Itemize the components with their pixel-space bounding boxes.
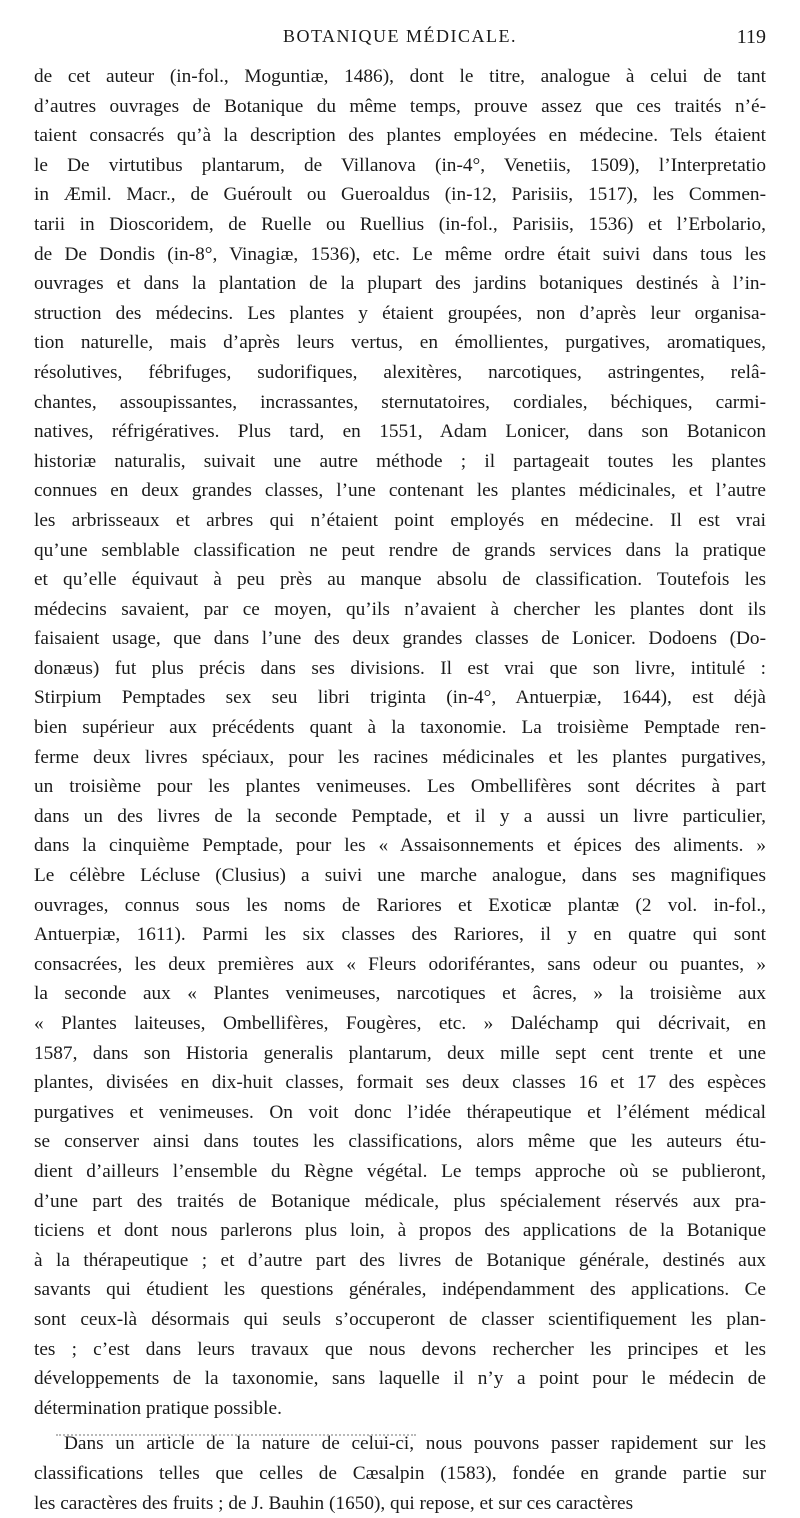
text-line: taient consacrés qu’à la description des plantes employées en médecine. Tels étaient [34, 121, 766, 151]
text-line: à la thérapeutique ; et d’autre part des livres de Botanique générale, destinés aux [34, 1246, 766, 1276]
text-line: consacrées, les deux premières aux « Fleurs odoriférantes, sans odeur ou puantes, » [34, 950, 766, 980]
text-line: ticiens et dont nous parlerons plus loin, à propos des applications de la Botanique [34, 1216, 766, 1246]
text-line: ouvrages et dans la plantation de la plupart des jardins botaniques destinés à l’in- [34, 269, 766, 299]
text-line: purgatives et venimeuses. On voit donc l’idée thérapeutique et l’élément médical [34, 1098, 766, 1128]
text-line: se conserver ainsi dans toutes les classifications, alors même que les auteurs étu- [34, 1127, 766, 1157]
text-line: natives, réfrigératives. Plus tard, en 1551, Adam Lonicer, dans son Botanicon [34, 417, 766, 447]
running-head: BOTANIQUE MÉDICALE. [34, 26, 766, 47]
text-line: résolutives, fébrifuges, sudorifiques, alexitères, narcotiques, astringentes, relâ- [34, 358, 766, 388]
text-line: dient d’ailleurs l’ensemble du Règne végétal. Le temps approche où se publieront, [34, 1157, 766, 1187]
text-line: tarii in Dioscoridem, de Ruelle ou Ruellius (in-fol., Parisiis, 1536) et l’Erbolario, [34, 210, 766, 240]
text-line: tes ; c’est dans leurs travaux que nous devons rechercher les principes et les [34, 1335, 766, 1365]
text-line: le De virtutibus plantarum, de Villanova (in-4°, Venetiis, 1509), l’Interpretatio [34, 151, 766, 181]
text-line: tion naturelle, mais d’après leurs vertus, en émollientes, purgatives, aromatiques, [34, 328, 766, 358]
page-header [34, 26, 766, 56]
text-line: 1587, dans son Historia generalis plantarum, deux mille sept cent trente et une [34, 1039, 766, 1069]
text-line: Dans un article de la nature de celui-ci, nous pouvons passer rapidement sur les [34, 1429, 766, 1459]
text-line: Stirpium Pemptades sex seu libri triginta (in-4°, Antuerpiæ, 1644), est déjà [34, 683, 766, 713]
text-line: la seconde aux « Plantes venimeuses, narcotiques et âcres, » la troisième aux [34, 979, 766, 1009]
text-line: connues en deux grandes classes, l’une contenant les plantes médicinales, et l’autre [34, 476, 766, 506]
text-line: bien supérieur aux précédents quant à la taxonomie. La troisième Pemptade ren- [34, 713, 766, 743]
text-line: plantes, divisées en dix-huit classes, formait ses deux classes 16 et 17 des espèces [34, 1068, 766, 1098]
text-line: dans la cinquième Pemptade, pour les « Assaisonnements et épices des aliments. » [34, 831, 766, 861]
text-line: médecins savaient, par ce moyen, qu’ils n’avaient à chercher les plantes dont ils [34, 595, 766, 625]
footer-marks [56, 1434, 416, 1436]
text-line: de De Dondis (in-8°, Vinagiæ, 1536), etc. Le même ordre était suivi dans tous les [34, 240, 766, 270]
text-line: qu’une semblable classification ne peut rendre de grands services dans la pratique [34, 536, 766, 566]
text-line: sont ceux-là désormais qui seuls s’occuperont de classer scientifiquement les plan- [34, 1305, 766, 1335]
text-line: « Plantes laiteuses, Ombellifères, Fougères, etc. » Daléchamp qui décrivait, en [34, 1009, 766, 1039]
text-line: dans un des livres de la seconde Pemptade, et il y a aussi un livre particulier, [34, 802, 766, 832]
text-line: in Æmil. Macr., de Guéroult ou Gueroaldus (in-12, Parisiis, 1517), les Commen- [34, 180, 766, 210]
text-line: Le célèbre Lécluse (Clusius) a suivi une marche analogue, dans ses magnifiques [34, 861, 766, 891]
paragraph-1 [34, 62, 766, 1423]
paragraph-2 [34, 1429, 766, 1518]
text-line: d’une part des traités de Botanique médicale, plus spécialement réservés aux pra- [34, 1187, 766, 1217]
text-line: les caractères des fruits ; de J. Bauhin (1650), qui repose, et sur ces caractères [34, 1489, 766, 1518]
text-line: détermination pratique possible. [34, 1394, 766, 1424]
text-line: donæus) fut plus précis dans ses divisions. Il est vrai que son livre, intitulé : [34, 654, 766, 684]
text-line: d’autres ouvrages de Botanique du même temps, prouve assez que ces traités n’é- [34, 92, 766, 122]
text-line: classifications telles que celles de Cæsalpin (1583), fondée en grande partie sur [34, 1459, 766, 1489]
body-text [34, 62, 766, 1518]
text-line: les arbrisseaux et arbres qui n’étaient point employés en médecine. Il est vrai [34, 506, 766, 536]
text-line: de cet auteur (in-fol., Moguntiæ, 1486), dont le titre, analogue à celui de tant [34, 62, 766, 92]
text-line: ferme deux livres spéciaux, pour les racines médicinales et les plantes purgatives, [34, 743, 766, 773]
text-line: historiæ naturalis, suivait une autre méthode ; il partageait toutes les plantes [34, 447, 766, 477]
page-number: 119 [737, 26, 766, 49]
text-line: et qu’elle équivaut à peu près au manque absolu de classification. Toutefois les [34, 565, 766, 595]
text-line: un troisième pour les plantes venimeuses. Les Ombellifères sont décrites à part [34, 772, 766, 802]
text-line: Antuerpiæ, 1611). Parmi les six classes des Rariores, il y en quatre qui sont [34, 920, 766, 950]
text-line: ouvrages, connus sous les noms de Rariores et Exoticæ plantæ (2 vol. in-fol., [34, 891, 766, 921]
text-line: faisaient usage, que dans l’une des deux grandes classes de Lonicer. Dodoens (Do- [34, 624, 766, 654]
text-line: chantes, assoupissantes, incrassantes, sternutatoires, cordiales, béchiques, carmi- [34, 388, 766, 418]
text-line: développements de la taxonomie, sans laquelle il n’y a point pour le médecin de [34, 1364, 766, 1394]
text-line: savants qui étudient les questions générales, indépendamment des applications. Ce [34, 1275, 766, 1305]
text-line: struction des médecins. Les plantes y étaient groupées, non d’après leur organisa- [34, 299, 766, 329]
